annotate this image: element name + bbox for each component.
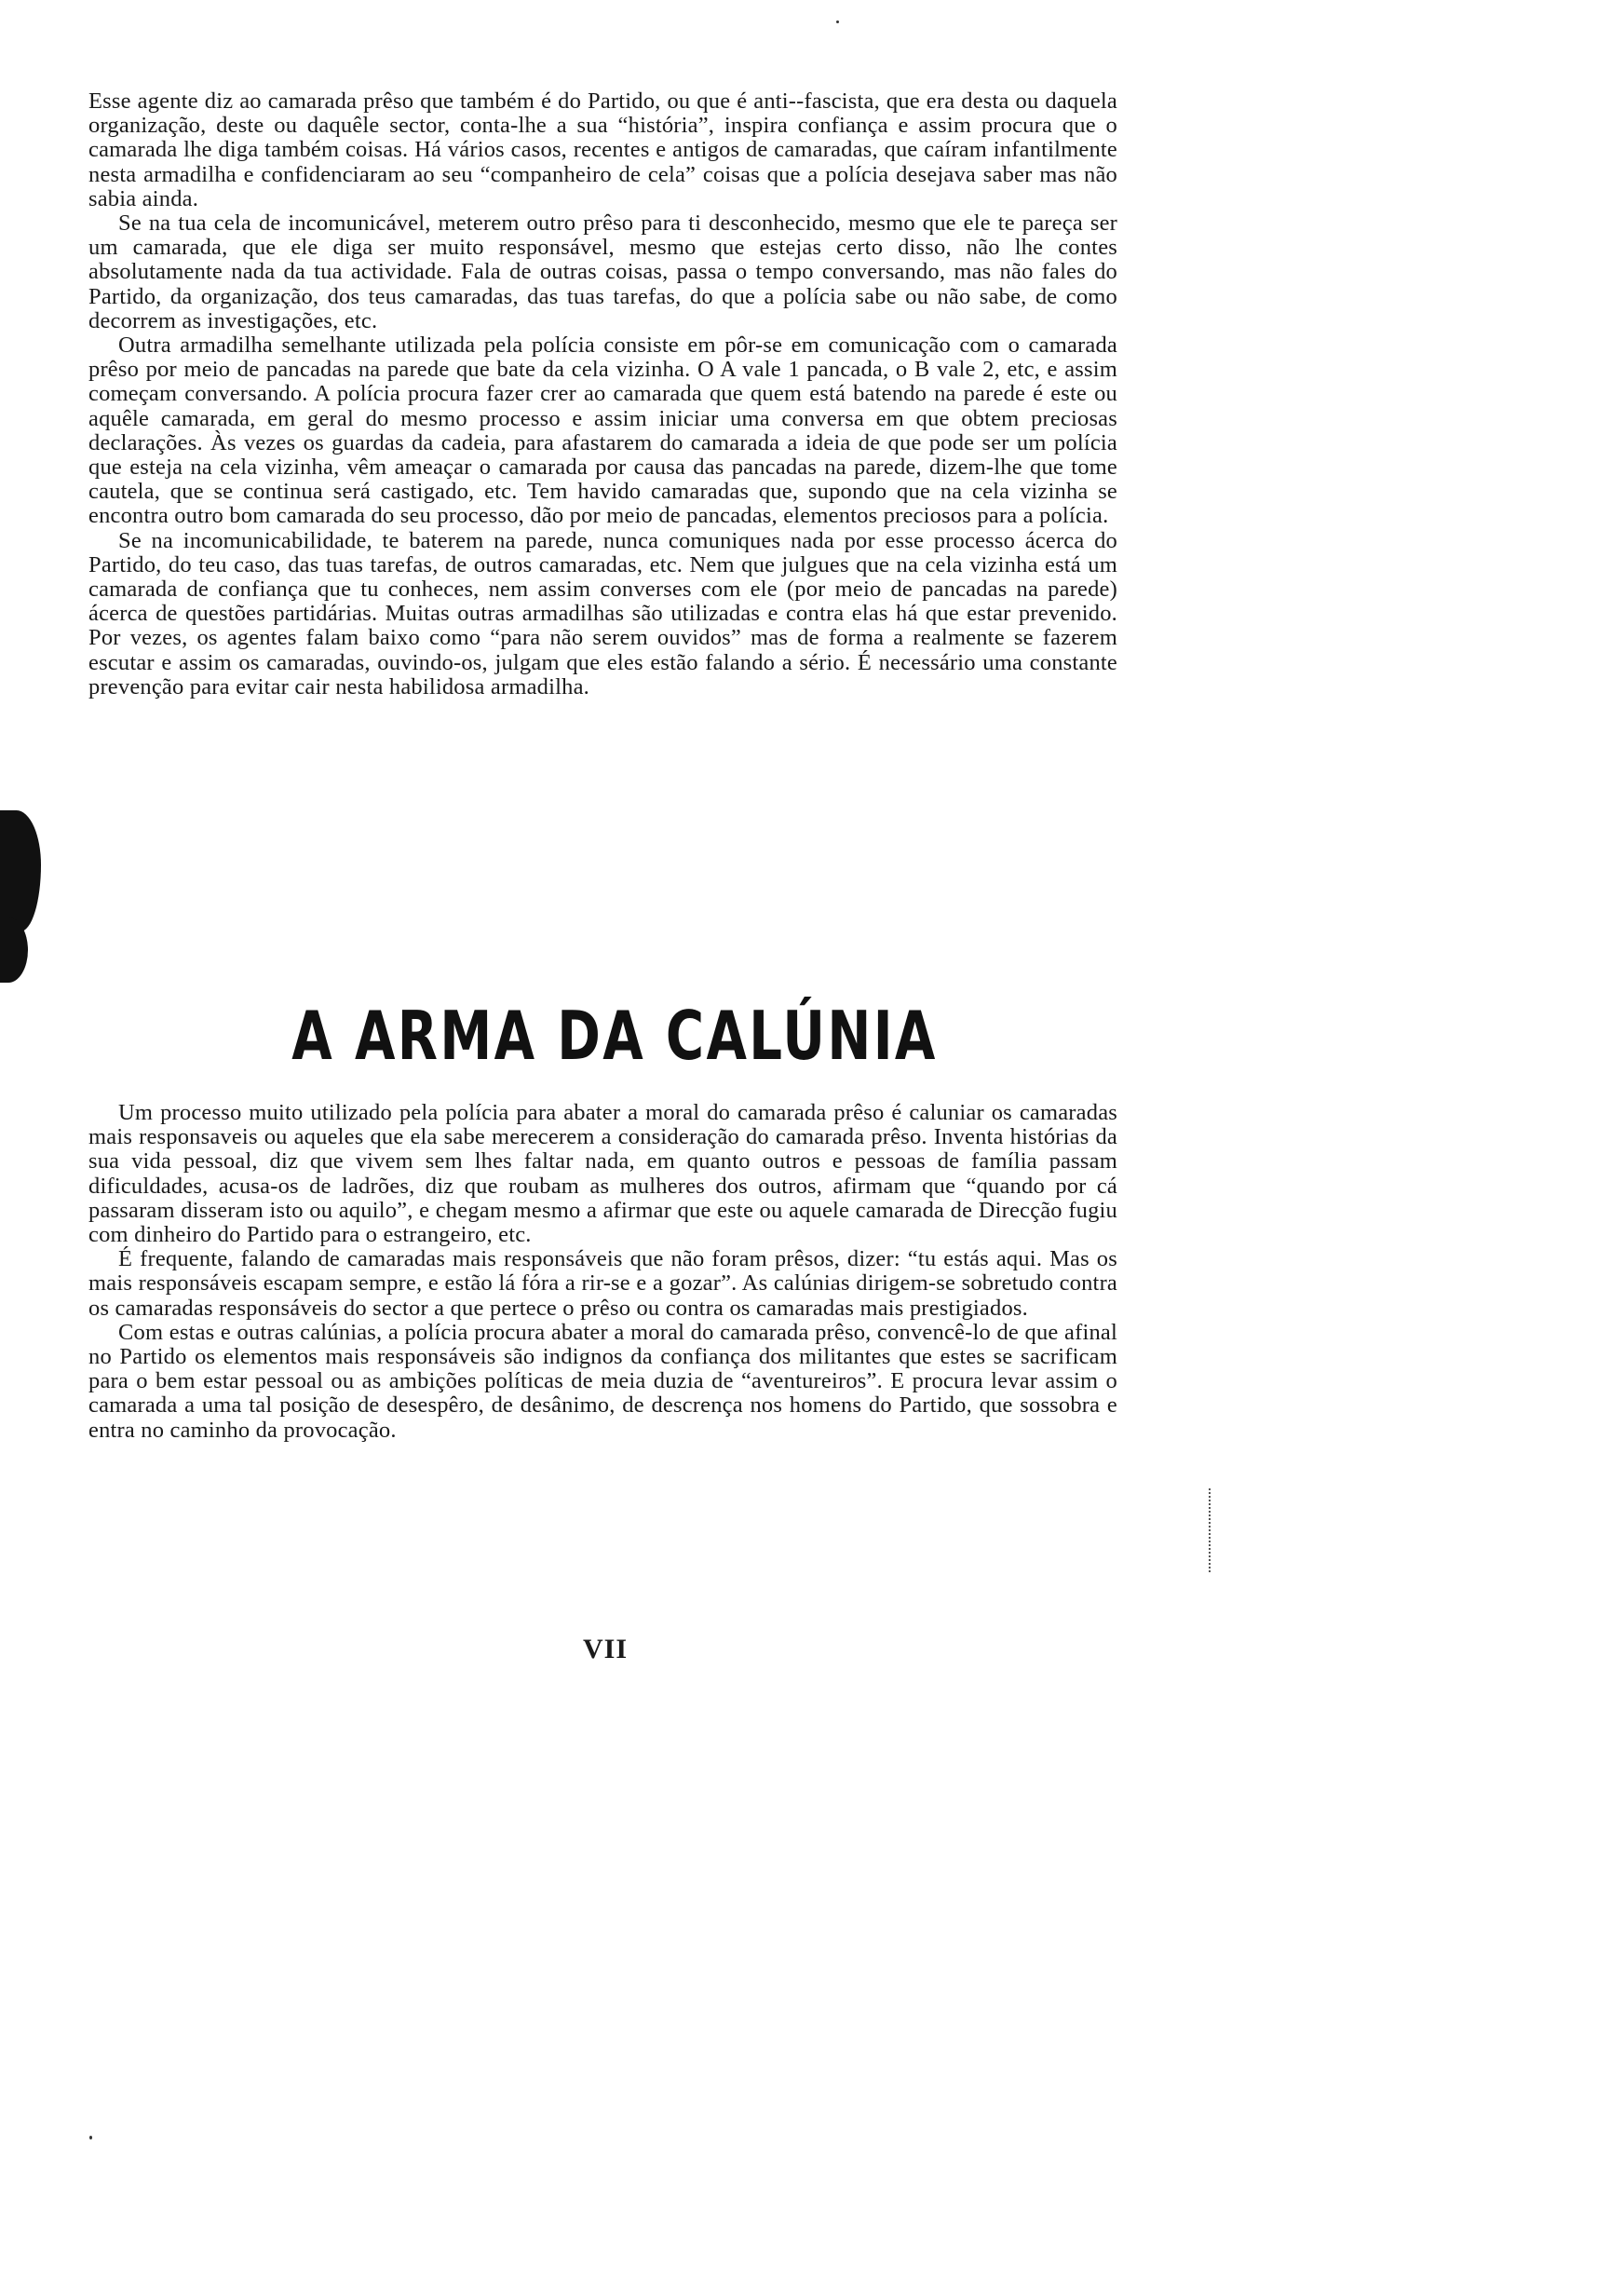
print-speck — [836, 20, 839, 23]
print-speck — [89, 2136, 92, 2139]
paragraph: É frequente, falando de camaradas mais responsáveis que não foram prêsos, dizer: “tu estás aqui. Mas os mais responsáveis escapam sempre, e estão lá fóra a rir-se e a gozar”. As calúnias dirigem-se sobretudo contra os camaradas responsáveis do sector a que pertece o prêso ou contra os camaradas mais prestigiados. — [88, 1246, 1117, 1321]
paragraph: Se na incomunicabilidade, te baterem na parede, nunca comuniques nada por esse processo ácerca do Partido, do teu caso, das tuas tarefas, de outros camaradas, etc. Nem que julgues que na cela vizinha está um camarada de confiança que tu conheces, nem assim converses com ele (por meio de pancadas na parede) ácerca de questões partidárias. Muitas outras armadilhas são utilizadas e contra elas há que estar prevenido. Por vezes, os agentes falam baixo como “para não serem ouvidos” mas de forma a realmente se fazerem escutar e assim os camaradas, ouvindo-os, julgam que eles estão falando a sério. É necessário uma constante prevenção para evitar cair nesta habilidosa armadilha. — [88, 527, 1117, 699]
paragraph: Esse agente diz ao camarada prêso que também é do Partido, ou que é anti--fascista, que era desta ou daquela organização, deste ou daquêle sector, conta-lhe a sua “história”, inspira confiança e assim procura que o camarada lhe diga também coisas. Há vários casos, recentes e antigos de camaradas, que caíram infantilmente nesta armadilha e confidenciaram ao seu “companheiro de cela” coisas que a polícia desejava saber mas não sabia ainda. — [88, 88, 1117, 211]
paragraph: Outra armadilha semelhante utilizada pela polícia consiste em pôr-se em comunicação com o camarada prêso por meio de pancadas na parede que bate da cela vizinha. O A vale 1 pancada, o B vale 2, etc, e assim começam conversando. A polícia procura fazer crer ao camarada que quem está batendo na parede é este ou aquêle camarada, em geral do mesmo processo e assim iniciar uma conversa em que obtem preciosas declarações. Às vezes os guardas da cadeia, para afastarem do camarada a ideia de que pode ser um polícia que esteja na cela vizinha, vêm ameaçar o camarada por causa das pancadas na parede, dizem-lhe que tome cautela, que se continua será castigado, etc. Tem havido camaradas que, supondo que na cela vizinha se encontra outro bom camarada do seu processo, dão por meio de pancadas, elementos preciosos para a polícia. — [88, 333, 1117, 529]
paragraph: Um processo muito utilizado pela polícia para abater a moral do camarada prêso é caluniar os camaradas mais responsaveis ou aqueles que ela sabe merecerem a consideração do camarada prêso. Inventa histórias da sua vida pessoal, diz que vivem sem lhes faltar nada, em quanto outros e pessoas de família passam dificuldades, acusa-os de ladrões, diz que roubam as mulheres dos outros, afirmam que “quando por cá passaram disseram isto ou aquilo”, e chegam mesmo a afirmar que este ou aquele camarada de Direcção fugiu com dinheiro do Partido para o estrangeiro, etc. — [88, 1100, 1117, 1248]
body-text-top — [88, 89, 1117, 699]
page-number: VII — [582, 1634, 628, 1664]
margin-dots — [1209, 1488, 1213, 1572]
body-text-bottom — [88, 1101, 1117, 1443]
ink-blot-mark — [0, 810, 41, 931]
section-title: A ARMA DA CALÚNIA — [291, 997, 938, 1075]
paragraph: Com estas e outras calúnias, a polícia procura abater a moral do camarada prêso, convencê-lo de que afinal no Partido os elementos mais responsáveis são indignos da confiança dos militantes que estes se sacrificam para o bem estar pessoal ou as ambições políticas de meia duzia de “aventureiros”. E procura levar assim o camarada a uma tal posição de desespêro, de desânimo, de descrença nos homens do Partido, que sossobra e entra no caminho da provocação. — [88, 1319, 1117, 1443]
paragraph: Se na tua cela de incomunicável, meterem outro prêso para ti desconhecido, mesmo que ele te pareça ser um camarada, que ele diga ser muito responsável, mesmo que estejas certo disso, não lhe contes absolutamente nada da tua actividade. Fala de outras coisas, passa o tempo conversando, mas não fales do Partido, da organização, dos teus camaradas, das tuas tarefas, do que a polícia sabe ou não sabe, de como decorrem as investigações, etc. — [88, 210, 1117, 333]
